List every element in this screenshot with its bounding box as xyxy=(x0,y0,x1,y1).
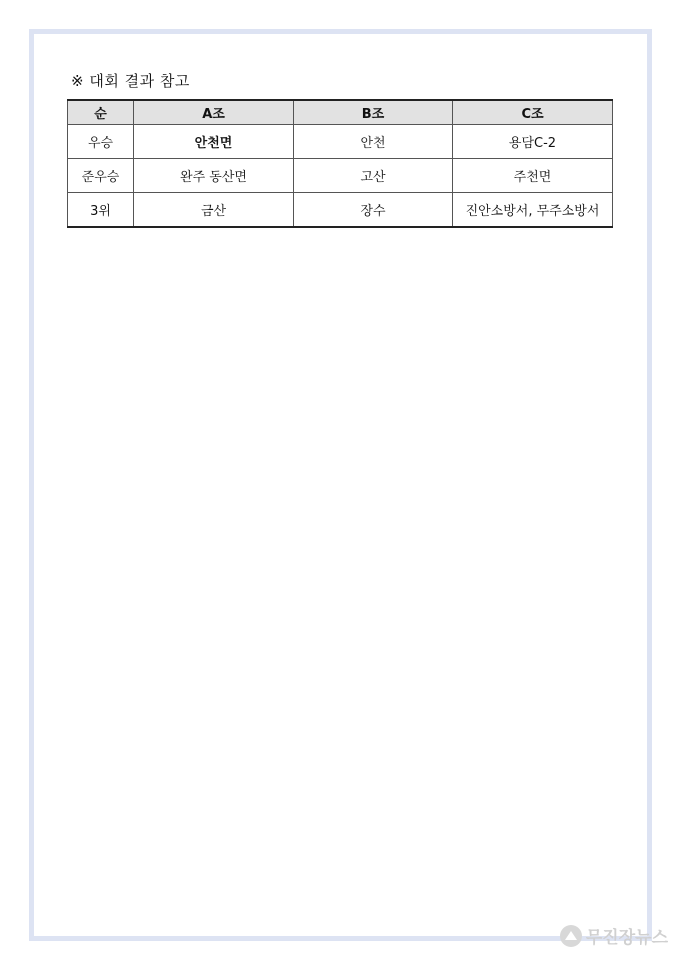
group-a-cell: 금산 xyxy=(134,193,294,228)
group-c-cell: 주천면 xyxy=(453,159,613,193)
table-header-row xyxy=(68,100,613,125)
table-row xyxy=(68,159,613,193)
header-group-a: A조 xyxy=(134,100,294,125)
table-row xyxy=(68,193,613,228)
rank-cell: 우승 xyxy=(68,125,134,159)
section-title: ※ 대회 결과 참고 xyxy=(71,72,190,90)
group-b-cell: 안천 xyxy=(294,125,453,159)
group-c-cell: 용담C-2 xyxy=(453,125,613,159)
group-b-cell: 장수 xyxy=(294,193,453,228)
group-a-cell: 안천면 xyxy=(134,125,294,159)
header-rank: 순 xyxy=(68,100,134,125)
header-group-b: B조 xyxy=(294,100,453,125)
header-group-c: C조 xyxy=(453,100,613,125)
rank-cell: 준우승 xyxy=(68,159,134,193)
watermark-text: 무진장뉴스 xyxy=(585,928,668,948)
group-c-cell: 진안소방서, 무주소방서 xyxy=(453,193,613,228)
rank-cell: 3위 xyxy=(68,193,134,228)
table-row xyxy=(68,125,613,159)
watermark xyxy=(560,923,668,948)
group-b-cell: 고산 xyxy=(294,159,453,193)
logo-mark-icon xyxy=(560,925,582,947)
group-a-cell: 완주 동산면 xyxy=(134,159,294,193)
results-table xyxy=(67,99,613,228)
